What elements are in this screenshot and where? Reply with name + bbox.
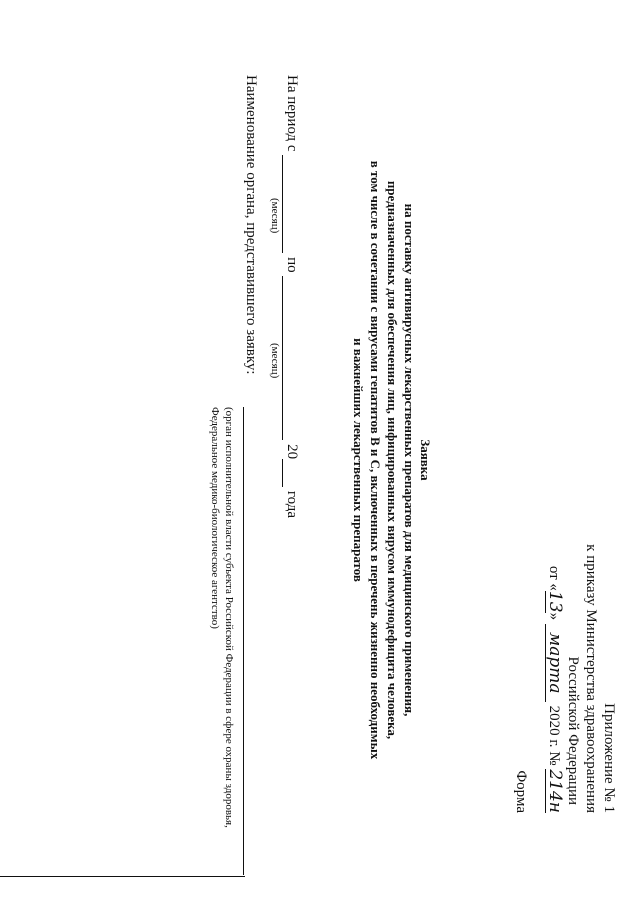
order-year: 2020 г. № — [546, 705, 562, 766]
order-number: 214н — [545, 769, 565, 813]
period-suffix: года — [284, 490, 300, 518]
organ-hint-line-2: Федеральное медико-биологическое агентство) — [209, 407, 221, 629]
date-mid: » — [546, 612, 562, 621]
title-line-2: предназначенных для обеспечения лиц, инфицированных вирусом иммунодефицита человека, — [385, 180, 400, 740]
title-line-1: на поставку антивирусных лекарственных препаратов для медицинского применения, — [402, 203, 417, 717]
appendix-label: Приложение № 1 — [601, 703, 617, 813]
organ-hint-line-1: (орган исполнительной власти субъекта Российской Федерации в сфере охраны здоровья, — [223, 407, 235, 828]
month-hint-from: (месяц) — [269, 198, 281, 234]
order-reference: к приказу Министерства здравоохранения — [583, 544, 599, 813]
period-line — [282, 75, 301, 518]
order-day: 13 — [545, 590, 565, 613]
title-heading: Заявка — [418, 439, 433, 481]
period-from-field[interactable] — [282, 155, 301, 253]
organ-label: Наименование органа, представившего заявку: — [243, 75, 259, 375]
period-year-prefix: 20 — [284, 444, 300, 460]
title-line-4: и важнейших лекарственных препаратов — [351, 338, 366, 582]
period-prefix: На период с — [284, 75, 300, 152]
form-label: Форма — [513, 770, 529, 813]
title-line-3: в том числе в сочетании с вирусами гепатитов В и С, включенных в перечень жизненно необходимых — [368, 160, 383, 760]
organ-field-line[interactable] — [243, 407, 244, 875]
order-date-line — [545, 566, 564, 813]
period-year-field[interactable] — [282, 459, 301, 487]
federation-label: Российской Федерации — [565, 656, 581, 805]
period-to-field[interactable] — [282, 276, 301, 440]
order-month: марта — [545, 624, 564, 702]
date-prefix: от « — [546, 565, 562, 591]
month-hint-to: (месяц) — [269, 343, 281, 379]
period-middle: по — [284, 257, 300, 273]
edge-rule — [0, 876, 245, 877]
